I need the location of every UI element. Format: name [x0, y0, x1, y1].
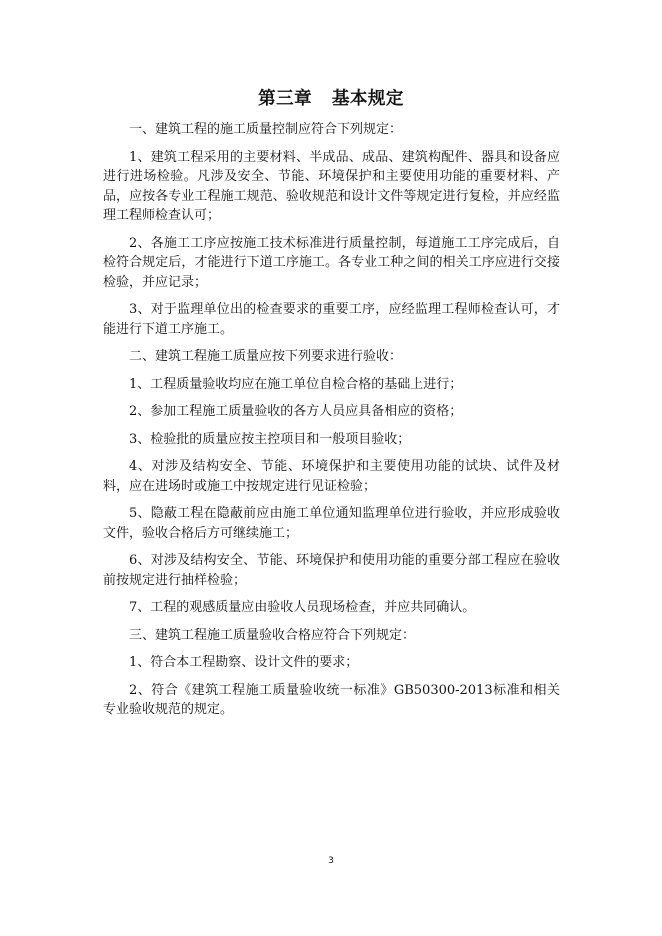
section-item: 2、符合《建筑工程施工质量验收统一标准》GB50300-2013标准和相关专业验收规范的规定。: [103, 682, 560, 717]
section-item: 5、隐蔽工程在隐蔽前应由施工单位通知监理单位进行验收，并应形成验收文件，验收合格后方可继续施工；: [103, 506, 560, 541]
section-item: 6、对涉及结构安全、节能、环境保护和使用功能的重要分部工程应在验收前按规定进行抽样检验；: [103, 553, 560, 588]
document-body: [103, 120, 560, 728]
page-number: 3: [328, 856, 334, 866]
section-item: 7、工程的观感质量应由验收人员现场检查，并应共同确认。: [129, 600, 476, 615]
section-item: 1、建筑工程采用的主要材料、半成品、成品、建筑构配件、器具和设备应进行进场检验。凡涉及安全、节能、环境保护和主要使用功能的重要材料、产品，应按各专业工程施工规范、验收规范和设计文件等规定进行复检，并应经监理工程师检查认可；: [103, 149, 560, 223]
section-heading: 三、建筑工程施工质量验收合格应符合下列规定：: [129, 627, 416, 643]
chapter-title: 第三章 基本规定: [258, 89, 404, 109]
section-item: 3、对于监理单位出的检查要求的重要工序，应经监理工程师检查认可，才能进行下道工序施工。: [103, 302, 560, 337]
section-item: 1、符合本工程勘察、设计文件的要求；: [129, 655, 359, 670]
section-heading: 一、建筑工程的施工质量控制应符合下列规定：: [129, 122, 403, 137]
section-item: 2、参加工程施工质量验收的各方人员应具备相应的资格；: [129, 404, 463, 419]
section-heading: 二、建筑工程施工质量应按下列要求进行验收：: [129, 349, 403, 364]
section-item: 3、检验批的质量应按主控项目和一般项目验收；: [129, 431, 411, 447]
section-item: 4、对涉及结构安全、节能、环境保护和主要使用功能的试块、试件及材料，应在进场时或施工中按规定进行见证检验；: [103, 459, 560, 494]
section-item: 2、各施工工序应按施工技术标准进行质量控制，每道施工工序完成后，自检符合规定后，才能进行下道工序施工。各专业工种之间的相关工序应进行交接检验，并应记录；: [103, 235, 560, 290]
section-item: 1、工程质量验收均应在施工单位自检合格的基础上进行；: [129, 376, 463, 392]
